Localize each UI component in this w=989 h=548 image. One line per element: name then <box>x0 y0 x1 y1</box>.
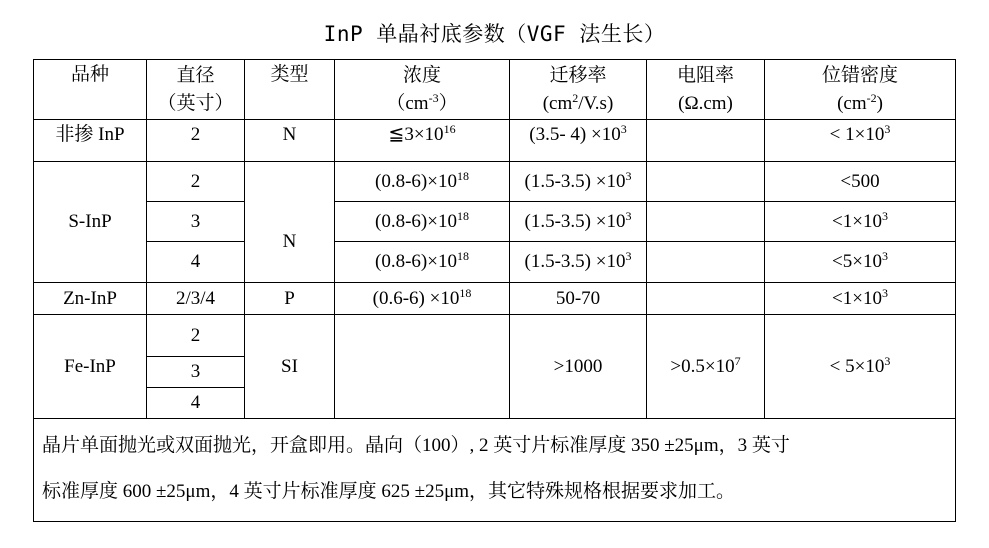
value-exp: 16 <box>443 122 456 136</box>
table-row-undoped <box>34 120 956 162</box>
cell-mobility <box>510 162 647 202</box>
value-exp: 3 <box>881 285 888 300</box>
page-title: InP 单晶衬底参数（VGF 法生长） <box>323 22 666 46</box>
cell-dislocation <box>765 162 956 202</box>
cell-concentration <box>335 242 510 283</box>
cell-resistivity <box>647 283 765 315</box>
header-type <box>245 60 335 120</box>
cell-diameter: 2/3/4 <box>147 283 245 315</box>
header-dislocation <box>765 60 956 120</box>
value-base: <500 <box>840 170 880 192</box>
cell-concentration <box>335 283 510 315</box>
cell-diameter: 4 <box>147 388 245 419</box>
value-base: <1×10 <box>832 287 882 309</box>
value-base: <5×10 <box>832 251 882 272</box>
cell-resistivity <box>647 242 765 283</box>
header-diameter-label: 直径 <box>176 65 215 86</box>
unit-base: (cm <box>542 93 573 114</box>
cell-resistivity <box>647 315 765 419</box>
value-base: (1.5-3.5) ×10 <box>524 170 626 192</box>
value-exp: 3 <box>884 353 891 368</box>
header-variety <box>34 60 147 120</box>
cell-variety: Zn-InP <box>34 283 147 315</box>
unit-base: (cm <box>837 93 867 114</box>
table-row-fe-inp <box>34 315 956 357</box>
cell-concentration <box>335 202 510 242</box>
cell-dislocation <box>765 242 956 283</box>
value-base: (3.5- 4) ×10 <box>529 124 621 145</box>
value-base: (1.5-3.5) ×10 <box>524 210 626 232</box>
table-row-s-inp <box>34 202 956 242</box>
cell-type: N <box>245 162 335 283</box>
value-exp: 3 <box>620 122 627 136</box>
cell-dislocation <box>765 315 956 419</box>
cell-concentration <box>335 120 510 162</box>
unit-end: ) <box>876 93 883 114</box>
value-base: (0.8-6)×10 <box>375 210 457 232</box>
cell-dislocation <box>765 283 956 315</box>
value-base: < 5×10 <box>829 355 885 377</box>
value-base: >0.5×10 <box>670 355 735 377</box>
cell-variety: Fe-InP <box>34 315 147 419</box>
table-row-s-inp <box>34 242 956 283</box>
unit-end: ） <box>438 93 458 114</box>
cell-type: SI <box>245 315 335 419</box>
cell-diameter: 3 <box>147 357 245 388</box>
cell-mobility <box>510 242 647 283</box>
value-base: < 1×10 <box>829 124 885 145</box>
unit-exp: -3 <box>428 91 439 105</box>
cell-diameter: 2 <box>147 162 245 202</box>
spec-table <box>33 59 956 522</box>
cell-diameter: 4 <box>147 242 245 283</box>
header-concentration-unit <box>335 90 509 118</box>
cell-resistivity <box>647 120 765 162</box>
value-exp: 7 <box>734 353 741 368</box>
value-exp: 3 <box>884 122 891 136</box>
cell-type: P <box>245 283 335 315</box>
cell-variety: 非掺 InP <box>34 120 147 162</box>
cell-diameter: 2 <box>147 315 245 357</box>
cell-type: N <box>245 120 335 162</box>
cell-dislocation <box>765 202 956 242</box>
cell-dislocation <box>765 120 956 162</box>
header-concentration-label: 浓度 <box>402 65 441 86</box>
cell-resistivity <box>647 162 765 202</box>
value-base: ≦3×10 <box>388 124 444 145</box>
header-dislocation-label: 位错密度 <box>821 65 898 86</box>
cell-mobility: 50-70 <box>510 283 647 315</box>
value-exp: 3 <box>881 208 888 223</box>
header-mobility-label: 迁移率 <box>549 65 607 86</box>
header-diameter-unit: （英寸） <box>157 93 234 114</box>
value-exp: 18 <box>456 208 469 223</box>
cell-resistivity <box>647 202 765 242</box>
cell-concentration <box>335 315 510 419</box>
value-base: (1.5-3.5) ×10 <box>524 251 626 272</box>
value-exp: 3 <box>625 208 632 223</box>
header-resistivity <box>647 60 765 120</box>
header-type-label: 类型 <box>270 64 309 85</box>
unit-exp: -2 <box>866 91 877 105</box>
header-mobility-unit <box>510 90 646 118</box>
value-base: (0.8-6)×10 <box>375 251 457 272</box>
cell-mobility <box>510 120 647 162</box>
value-base: (0.8-6)×10 <box>375 170 457 192</box>
note-cell <box>34 419 956 522</box>
table-row-zn-inp <box>34 283 956 315</box>
header-mobility <box>510 60 647 120</box>
cell-diameter: 3 <box>147 202 245 242</box>
cell-variety: S-InP <box>34 162 147 283</box>
unit-base: （cm <box>386 93 429 114</box>
header-variety-label: 品种 <box>70 64 109 85</box>
cell-concentration <box>335 162 510 202</box>
header-dislocation-unit <box>765 90 955 118</box>
value-exp: 3 <box>625 168 632 183</box>
cell-diameter: 2 <box>147 120 245 162</box>
cell-mobility: >1000 <box>510 315 647 419</box>
note-line-2: 标准厚度 600 ±25μm，4 英寸片标准厚度 625 ±25μm，其它特殊规格根据要求加工。 <box>42 481 736 502</box>
header-diameter <box>147 60 245 120</box>
value-exp: 3 <box>881 249 888 263</box>
table-row-s-inp <box>34 162 956 202</box>
header-row <box>34 60 956 120</box>
value-exp: 3 <box>625 249 632 263</box>
value-exp: 18 <box>456 249 469 263</box>
note-row <box>34 419 956 522</box>
value-exp: 18 <box>459 285 472 300</box>
cell-mobility <box>510 202 647 242</box>
header-resistivity-unit: (Ω.cm) <box>678 93 733 114</box>
value-base: (0.6-6) ×10 <box>372 287 460 309</box>
unit-exp: 2 <box>572 91 579 105</box>
header-resistivity-label: 电阻率 <box>676 65 734 86</box>
value-base: <1×10 <box>832 210 882 232</box>
note-line-1: 晶片单面抛光或双面抛光，开盒即用。晶向（100）, 2 英寸片标准厚度 350 ±25μm，3 英寸 <box>42 435 790 456</box>
value-exp: 18 <box>456 168 469 183</box>
header-concentration <box>335 60 510 120</box>
unit-end: /V.s) <box>578 93 614 114</box>
